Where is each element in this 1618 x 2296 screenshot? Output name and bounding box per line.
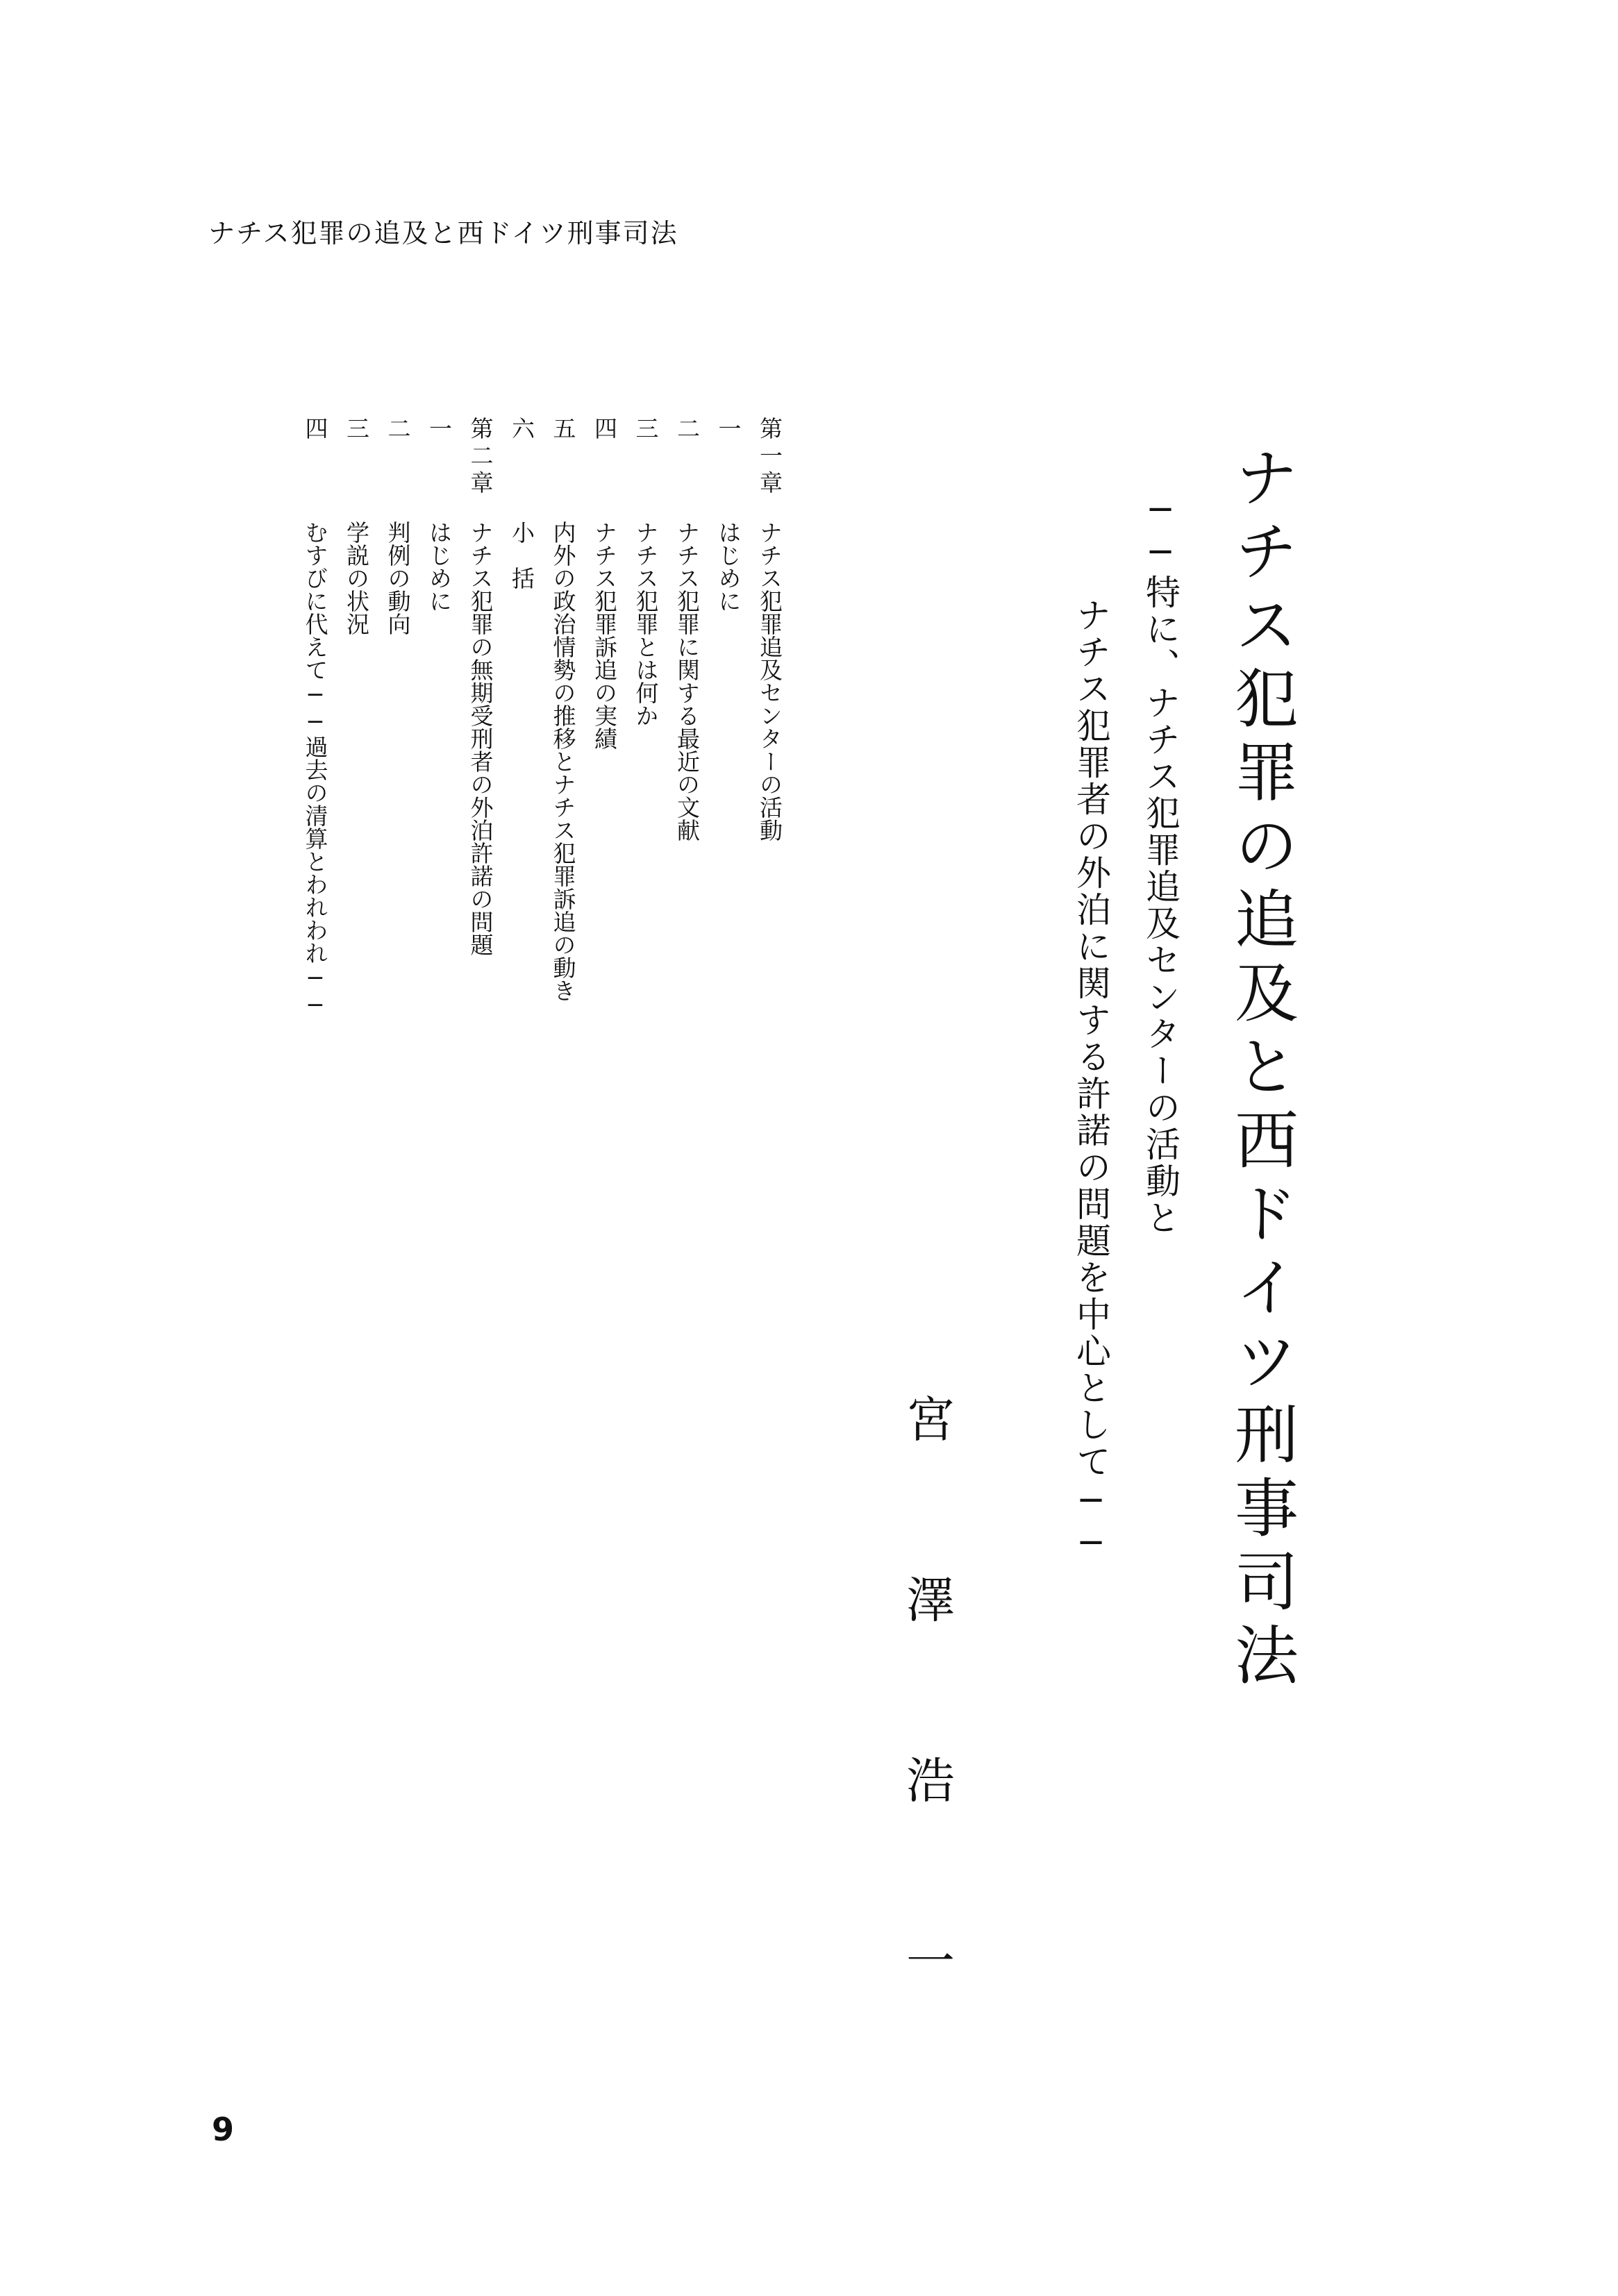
author-char: 一 [906,1933,955,1990]
toc-entry-number: 一 [426,417,453,444]
toc-entry-text: ナチス犯罪追及センターの活動 [756,521,783,841]
toc-entry-number: 一 [715,417,742,444]
author-char: 宮 [906,1391,955,1448]
toc-entry [300,417,331,1111]
toc-entry [713,417,744,1111]
author-name [903,1391,958,1990]
toc-entry [506,417,537,1111]
toc-entry-text: ナチス犯罪の無期受刑者の外泊許諾の問題 [467,521,494,956]
page-number: 9 [212,2111,235,2148]
toc-entry-number: 三 [343,417,370,444]
toc-entry-text: むすびに代えて──過去の清算とわれわれ── [301,521,329,1019]
author-char: 澤 [906,1572,955,1629]
toc-entry-number: 第一章 [756,417,783,498]
toc-entry [754,417,785,1111]
article-title: ナチス犯罪の追及と西ドイツ刑事司法 [1224,444,1299,1695]
toc-entry-number: 第二章 [467,417,494,498]
toc-entry-number: 五 [549,417,577,444]
toc-entry-number: 三 [632,417,660,444]
toc-entry-text: 学説の状況 [343,521,370,635]
toc-entry-text: はじめに [426,521,453,612]
toc-entry [465,417,496,1111]
toc-entry [548,417,578,1111]
toc-entry [424,417,454,1111]
toc-entry-text: 内外の政治情勢の推移とナチス犯罪訴追の動き [549,521,577,1002]
subtitle-line-2: ナチス犯罪者の外泊に関する許諾の問題を中心として── [1071,597,1111,1565]
toc-entry-number: 二 [674,417,701,444]
toc-entry [672,417,702,1111]
toc-entry [341,417,372,1111]
toc-entry-number: 二 [384,417,412,444]
toc-entry-number: 四 [591,417,618,444]
toc-entry-text: 小 括 [508,521,535,589]
toc-entry [589,417,619,1111]
table-of-contents [243,417,785,1111]
toc-entry-number: 六 [508,417,535,444]
author-char: 浩 [906,1752,955,1809]
toc-entry-text: ナチス犯罪訴追の実績 [591,521,618,750]
toc-entry-number: 四 [301,417,329,444]
subtitle-line-1: ──特に、ナチス犯罪追及センターの活動と [1140,489,1181,1237]
toc-entry [631,417,661,1111]
toc-entry-text: ナチス犯罪とは何か [632,521,660,727]
toc-entry-text: はじめに [715,521,742,612]
toc-entry [383,417,413,1111]
toc-entry-text: ナチス犯罪に関する最近の文献 [674,521,701,841]
toc-entry-text: 判例の動向 [384,521,412,635]
running-head: ナチス犯罪の追及と西ドイツ刑事司法 [208,218,678,249]
